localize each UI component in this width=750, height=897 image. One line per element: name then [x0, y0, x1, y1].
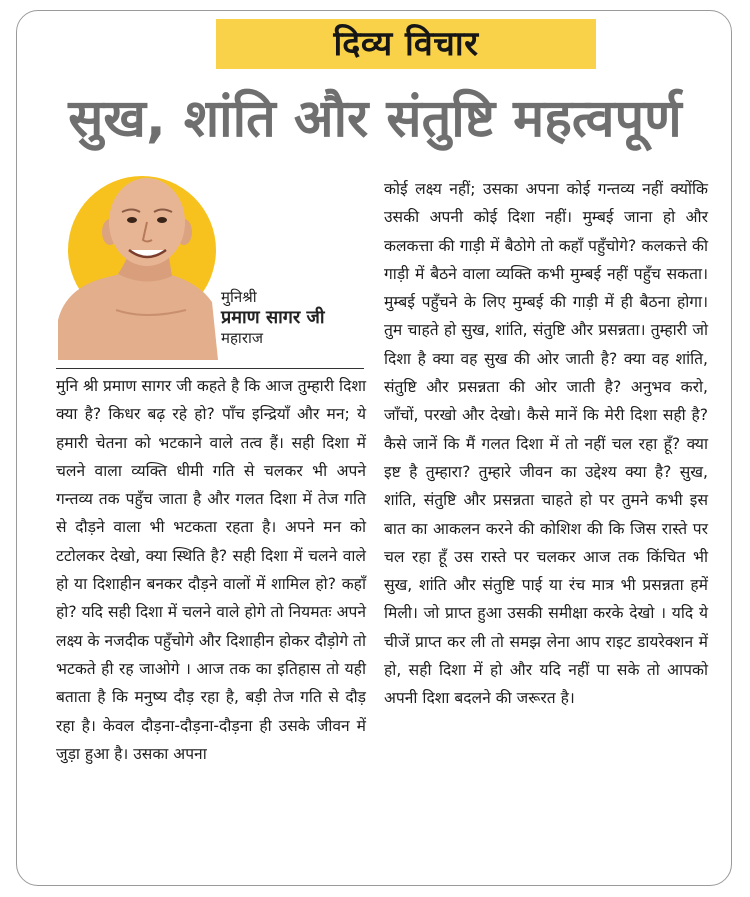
author-name: प्रमाण सागर जी — [221, 306, 325, 328]
author-prefix: मुनिश्री — [221, 288, 257, 306]
article-column-right: कोई लक्ष्य नहीं; उसका अपना कोई गन्तव्य नहीं क्योंकि उसकी अपनी कोई दिशा नहीं। मुम्बई जाना हो और कलकत्ता की गाड़ी में बैठोगे तो कहाँ पहुँचोगे? कलकत्ते की गाड़ी में बैठने वाला व्यक्ति कभी मुम्बई नहीं पहुँच सकता। मुम्बई पहुँचने के लिए मुम्बई की गाड़ी में ही बैठना होगा। तुम चाहते हो सुख, शांति, संतुष्टि और प्रसन्नता। तुम्हारी जो दिशा है क्या वह सुख की ओर जाती है? क्या वह शांति, संतुष्टि और प्रसन्नता की ओर जाती है? अनुभव करो, जाँचों, परखो और देखो। कैसे मानें कि मेरी दिशा सही है? कैसे जानें कि मैं गलत दिशा में तो नहीं चल रहा हूँ? क्या इष्ट है तुम्हारा? तुम्हारे जीवन का उद्देश्य क्या है? सुख, शांति, संतुष्टि और प्रसन्नता चाहते हो पर तुमने कभी इस बात का आकलन करने की कोशिश की कि जिस रास्ते पर चल रहा हूँ उस रास्ते पर चलकर आज तक किंचित भी सुख, शांति और संतुष्टि पाई या रंच मात्र भी प्रसन्नता हमें मिली। जो प्राप्त हुआ उसकी समीक्षा करके देखो । यदि ये चीजें प्राप्त कर ली तो समझ लेना आप राइट डायरेक्शन में हो, सही दिशा में हो और यदि नहीं पा सके तो आपको अपनी दिशा बदलने की जरूरत है। — [384, 180, 708, 708]
author-suffix: महाराज — [221, 329, 263, 348]
author-caption — [221, 288, 325, 348]
monk-portrait-icon — [56, 170, 246, 360]
author-block — [56, 170, 366, 360]
section-banner — [216, 19, 596, 69]
article-headline: सुख, शांति और संतुष्टि महत्वपूर्ण — [68, 89, 682, 149]
column-divider-rule — [56, 368, 364, 369]
section-banner-label: दिव्य विचार — [333, 24, 479, 64]
article-column-left: मुनि श्री प्रमाण सागर जी कहते है कि आज तुम्हारी दिशा क्या है? किधर बढ़ रहे हो? पाँच इन्द्रियाँ और मन; ये हमारी चेतना को भटकाने वाले तत्व हैं। सही दिशा में चलने वाला व्यक्ति धीमी गति से चलकर भी अपने गन्तव्य तक पहुँच जाता है और गलत दिशा में तेज गति से दौड़ने वाला भी भटकता रहता है। अपने मन को टटोलकर देखो, क्या स्थिति है? सही दिशा में चलने वाले हो या दिशाहीन बनकर दौड़ने वालों में शामिल हो? कहाँ हो? यदि सही दिशा में चलने वाले होगे तो नियमतः अपने लक्ष्य के नजदीक पहुँचोगे और दिशाहीन होकर दौड़ोगे तो भटकते ही रह जाओगे । आज तक का इतिहास तो यही बताता है कि मनुष्य दौड़ रहा है, बड़ी तेज गति से दौड़ रहा है। केवल दौड़ना-दौड़ना-दौड़ना ही उसके जीवन में जुड़ा हुआ है। उसका अपना — [56, 377, 366, 763]
